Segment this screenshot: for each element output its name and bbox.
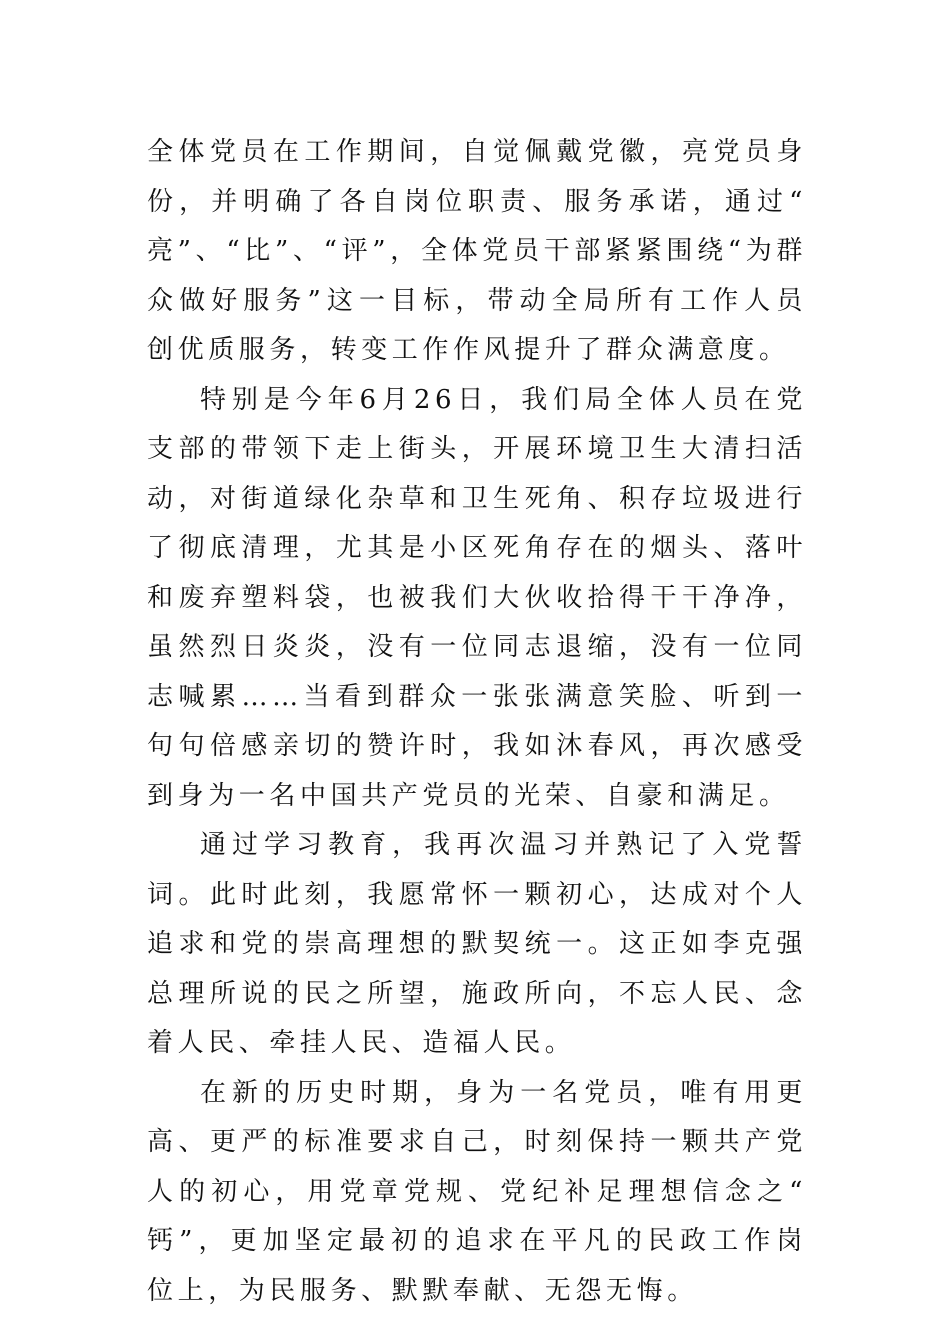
paragraph-2: 特别是今年6月26日，我们局全体人员在党支部的带领下走上街头，开展环境卫生大清扫活动，对街道绿化杂草和卫生死角、积存垃圾进行了彻底清理，尤其是小区死角存在的烟头、落叶和废弃塑料袋，也被我们大伙收拾得干干净净，虽然烈日炎炎，没有一位同志退缩，没有一位同志喊累……当看到群众一张张满意笑脸、听到一句句倍感亲切的赞许时，我如沐春风，再次感受到身为一名中国共产党员的光荣、自豪和满足。	[147, 384, 807, 811]
paragraph-3: 通过学习教育，我再次温习并熟记了入党誓词。此时此刻，我愿常怀一颗初心，达成对个人追求和党的崇高理想的默契统一。这正如李克强总理所说的民之所望，施政所向，不忘人民、念着人民、牵挂人民、造福人民。	[147, 830, 807, 1058]
paragraph-4: 在新的历史时期，身为一名党员，唯有用更高、更严的标准要求自己，时刻保持一颗共产党人的初心，用党章党规、党纪补足理想信念之“钙”，更加坚定最初的追求在平凡的民政工作岗位上，为民服务、默默奉献、无怨无悔。	[147, 1077, 807, 1306]
paragraph-1: 全体党员在工作期间，自觉佩戴党徽，亮党员身份，并明确了各自岗位职责、服务承诺，通过“亮”、“比”、“评”，全体党员干部紧紧围绕“为群众做好服务”这一目标，带动全局所有工作人员创优质服务，转变工作作风提升了群众满意度。	[147, 137, 807, 365]
document-body	[147, 128, 807, 1316]
